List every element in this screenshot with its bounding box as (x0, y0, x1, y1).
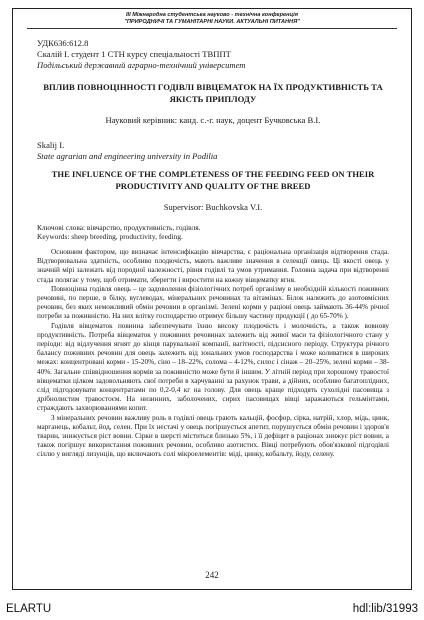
supervisor-ua: Науковий керівник: канд. с.-г. наук, доцент Бучковська В.І. (105, 115, 321, 125)
handle-id: hdl:lib/31993 (352, 603, 418, 615)
title-en: THE INFLUENCE OF THE COMPLETENESS OF THE FEEDING FEED ON THEIR PRODUCTIVITY AND QUALITY OF THE BREED (51, 169, 375, 191)
page-number: 242 (205, 570, 219, 580)
keywords-ua: Ключові слова: вівчарство, продуктивність, годівля. (37, 223, 201, 232)
keywords-en: Keywords: sheep breeding, productivity, feeding. (37, 232, 183, 242)
footer-bar (0, 601, 424, 619)
keywords (37, 223, 389, 242)
body-paragraph-3: Годівля вівцематок повинна забезпечувати їхню високу плодючість і молочність, а також вовнову продуктивність. Потреба вівцематок у поживних речовинах залежить від живої маси та фізіологічного стану у періоди: від відлучення ягнят до кінця парувальної компанії, вагітності, підсисного періоду. Структура річного балансу поживних речовин для овець залежить від зональних умов господарства і може коливатися в широких межах: концентровані корми - 15-20%, сіно – 18–22%, солома – 4-12%, силос і сінаж – 20–25%, зелені корми – 38-40%. Загальне співвідношення кормів за поживністю може бути й іншим. У літній період при хорошому травостої вівцематки цілком задовольняють свої потреби в харчуванні за рахунок трави, а дійних, особливо багатоплідних, слід підгодовувати концентратами по 0,2-0,4 кг на голову. Для овець краще підходять сухолідні пасовища з дрібнолистим травостоєм. На низинних, заболочених, сирих пасовищах вівці заражаються гельмінтами, страждають захворюваннями копит. (37, 321, 389, 413)
conference-line-2: "ПРИРОДНИЧІ ТА ГУМАНІТАРНІ НАУКИ. АКТУАЛЬНІ ПИТАННЯ" (124, 19, 300, 25)
supervisor-en: Supervisor: Buchkovska V.I. (163, 202, 263, 212)
body-paragraph-4: З мінеральних речовин важливу роль в годівлі овець грають кальцій, фосфор, сірка, натрій, хлор, мідь, цинк, марганець, кобальт, йод, селен. При їх нестачі у овець погіршується апетит, порушується обмін речовин і здоров'я тварин, знижується ріст вовни. Сірки в шерсті міститься близько 5%, і її дефіцит в раціонах знижує ріст вовни, а також погіршує використання поживних речовин, особливо азотистих. Вівці потребують обов'язкової підгодівлі сіллю у вигляді лизунців, що включають солі мікроелементів: міді, цинку, кобальту, йоду, селену. (37, 413, 389, 459)
repository-name: ELARTU (6, 603, 52, 615)
conference-line-1: III Міжнародна студентська науково - технічна конференція (125, 12, 299, 18)
conference-header (13, 12, 411, 26)
affiliation-en: State agrarian and engineering university in Podilia (37, 151, 218, 161)
header-rule (27, 28, 397, 29)
author-ua: Скалій І. студент 1 СТН курсу спеціальності ТВППТ (37, 49, 231, 59)
article-body (37, 248, 389, 460)
udc-code: УДК636:612.8 (37, 38, 89, 48)
body-paragraph-1: Основним фактором, що визначає інтенсифікацію вівчарства, є раціональна організація відтворення стада. Відтворювальна здатність, особливо плодючість, мають важливе значення в селекції овець. Ці якості овець у значній мірі залежать від породної належності, рівня годівлі та умов утримання. Головна задача при відтворенні стада полягає у тому, щоб отримати, зберегти і виростити на кожну вівцематку ягня. (37, 248, 389, 284)
title-ua: ВПЛИВ ПОВНОЦІННОСТІ ГОДІВЛІ ВІВЦЕМАТОК НА ЇХ ПРОДУКТИВНІСТЬ ТА ЯКІСТЬ ПРИПЛОДУ (43, 82, 383, 104)
author-en: Skalij I. (37, 140, 65, 150)
body-paragraph-2: Повноцінна годівля овець – це задоволення фізіологічних потреб організму в необхідній кількості поживних речовині, по перше, в білку, вуглеводах, мінеральних речовинах та вітамінах. Білок належить до азотовмісних речовин, без яких неможливий обмін речовин в організмі. Зелені корми у раціоні овець займають 36-44% річної потреби за поживністю. На них влітку господарство отримує більшу частину продукції ( до 65-70% ). (37, 284, 389, 321)
affiliation-ua: Подільський державний аграрно-технічний університет (37, 60, 246, 70)
